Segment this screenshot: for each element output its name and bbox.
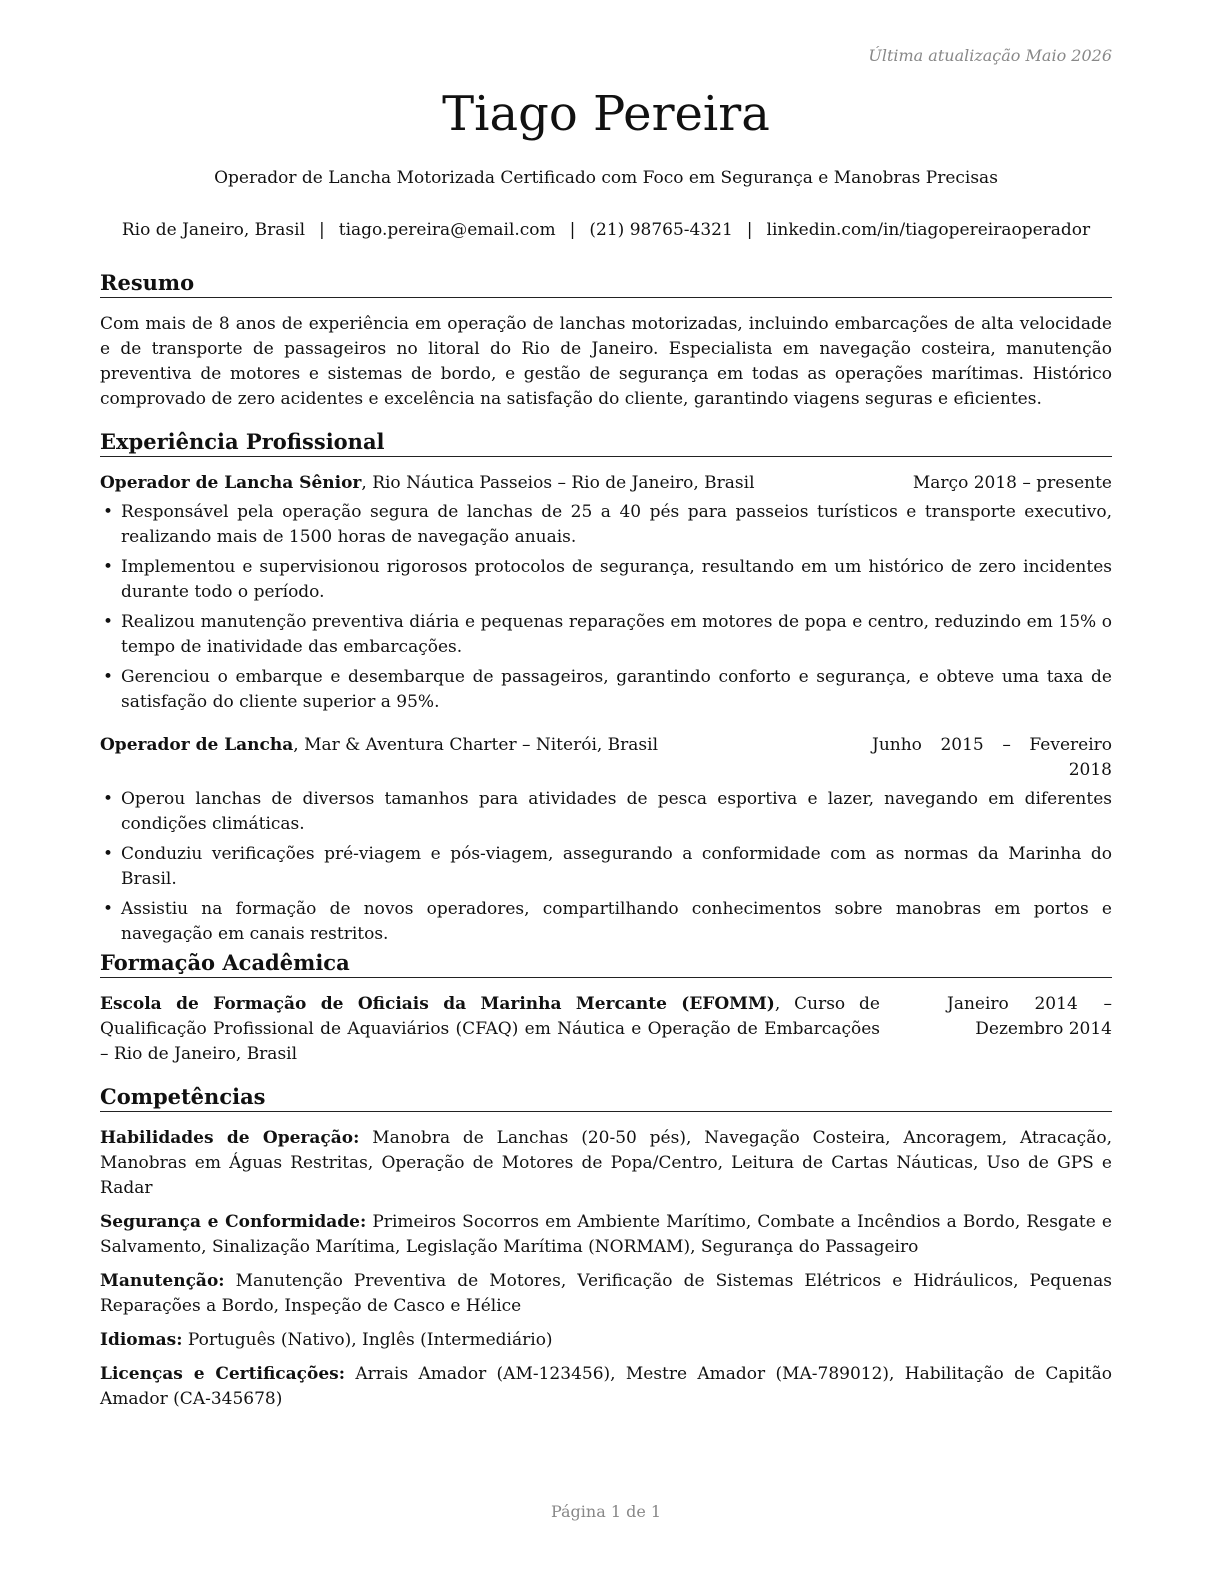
skill-item xyxy=(100,1362,1112,1412)
section-title-skills: Competências xyxy=(100,1084,1112,1112)
skill-item xyxy=(100,1126,1112,1201)
job-bullets xyxy=(100,500,1112,715)
skills-list xyxy=(100,1126,1112,1412)
job-dates: Março 2018 – presente xyxy=(912,473,1112,494)
bullet-text: Gerenciou o embarque e desembarque de passageiros, garantindo conforto e segurança, e obteve uma taxa de satisfação do cliente superior a 95%. xyxy=(121,667,1112,713)
job-role: Operador de Lancha xyxy=(100,735,294,756)
bullet-icon: • xyxy=(103,789,114,810)
summary-text: Com mais de 8 anos de experiência em operação de lanchas motorizadas, incluindo embarcações de alta velocidade e de transporte de passageiros no litoral do Rio de Janeiro. Especialista em navegação costeira, manutenção preventiva de motores e sistemas de bordo, e gestão de segurança em todas as operações marítimas. Histórico comprovado de zero acidentes e excelência na satisfação do cliente, garantindo viagens seguras e eficientes. xyxy=(100,314,1112,410)
list-item xyxy=(100,897,1112,947)
skill-text: Manobra de Lanchas (20-50 pés), Navegação Costeira, Ancoragem, Atracação, Manobras em Águas Restritas, Operação de Motores de Popa/Centro, Leitura de Cartas Náuticas, Uso de GPS e Radar xyxy=(100,1128,1112,1199)
summary-section xyxy=(100,270,1112,412)
resume-page xyxy=(100,0,1112,1584)
section-title-experience: Experiência Profissional xyxy=(100,429,1112,457)
job-entry xyxy=(100,733,1112,947)
contact-phone: (21) 98765-4321 xyxy=(589,220,733,240)
list-item xyxy=(100,500,1112,550)
skill-label: Manutenção: xyxy=(100,1271,225,1292)
job-bullets xyxy=(100,787,1112,947)
education-details: , Curso de Qualificação Profissional de Aquaviários (CFAQ) em Náutica e Operação de Embarcações – Rio de Janeiro, Brasil xyxy=(100,994,880,1065)
education-section xyxy=(100,950,1112,1067)
bullet-icon: • xyxy=(103,502,114,523)
tagline: Operador de Lancha Motorizada Certificado com Foco em Segurança e Manobras Precisas xyxy=(214,168,998,188)
skill-item xyxy=(100,1210,1112,1260)
job-header xyxy=(100,471,1112,496)
job-entry xyxy=(100,471,1112,715)
skills-section xyxy=(100,1084,1112,1421)
list-item xyxy=(100,665,1112,715)
job-company: , Mar & Aventura Charter – Niterói, Brasil xyxy=(293,735,659,756)
list-item xyxy=(100,842,1112,892)
skill-text: Primeiros Socorros em Ambiente Marítimo, Combate a Incêndios a Bordo, Resgate e Salvamento, Sinalização Marítima, Legislação Marítima (NORMAM), Segurança do Passageiro xyxy=(100,1212,1112,1258)
skill-label: Licenças e Certificações: xyxy=(100,1364,346,1385)
education-dates: Janeiro 2014 – Dezembro 2014 xyxy=(947,994,1112,1040)
education-entry xyxy=(100,992,1112,1067)
skill-text: Arrais Amador (AM-123456), Mestre Amador (MA-789012), Habilitação de Capitão Amador (CA-345678) xyxy=(100,1364,1112,1410)
job-dates: Junho 2015 – Fevereiro 2018 xyxy=(872,735,1112,781)
bullet-text: Conduziu verificações pré-viagem e pós-viagem, assegurando a conformidade com as normas da Marinha do Brasil. xyxy=(121,844,1112,890)
contact-separator: | xyxy=(319,220,325,240)
job-role: Operador de Lancha Sênior xyxy=(100,473,362,494)
bullet-icon: • xyxy=(103,899,114,920)
contact-separator: | xyxy=(746,220,753,240)
bullet-icon: • xyxy=(103,612,114,633)
section-title-summary: Resumo xyxy=(100,270,1112,298)
list-item xyxy=(100,787,1112,837)
bullet-icon: • xyxy=(103,844,114,865)
skill-item xyxy=(100,1328,1112,1353)
bullet-icon: • xyxy=(103,557,114,578)
skill-label: Segurança e Conformidade: xyxy=(100,1212,367,1233)
contact-email[interactable]: tiago.pereira@email.com xyxy=(338,220,556,240)
contact-separator: | xyxy=(569,220,576,240)
job-company: , Rio Náutica Passeios – Rio de Janeiro, Brasil xyxy=(361,473,755,494)
candidate-name: Tiago Pereira xyxy=(442,86,770,142)
bullet-icon: • xyxy=(103,667,114,688)
skill-item xyxy=(100,1269,1112,1319)
bullet-text: Operou lanchas de diversos tamanhos para atividades de pesca esportiva e lazer, navegando em diferentes condições climáticas. xyxy=(121,789,1112,835)
skill-label: Idiomas: xyxy=(100,1330,183,1351)
contact-line xyxy=(90,220,1122,240)
bullet-text: Assistiu na formação de novos operadores, compartilhando conhecimentos sobre manobras em portos e navegação em canais restritos. xyxy=(121,899,1112,945)
bullet-text: Responsável pela operação segura de lanchas de 25 a 40 pés para passeios turísticos e transporte executivo, realizando mais de 1500 horas de navegação anuais. xyxy=(121,502,1112,548)
section-title-education: Formação Acadêmica xyxy=(100,950,1112,978)
skill-label: Habilidades de Operação: xyxy=(100,1128,360,1149)
last-updated: Última atualização Maio 2026 xyxy=(868,46,1112,65)
contact-location: Rio de Janeiro, Brasil xyxy=(121,220,305,240)
job-header xyxy=(100,733,1112,783)
list-item xyxy=(100,610,1112,660)
skill-text: Português (Nativo), Inglês (Intermediário) xyxy=(182,1330,553,1351)
bullet-text: Implementou e supervisionou rigorosos protocolos de segurança, resultando em um histórico de zero incidentes durante todo o período. xyxy=(121,557,1112,603)
experience-section xyxy=(100,429,1112,952)
skill-text: Manutenção Preventiva de Motores, Verificação de Sistemas Elétricos e Hidráulicos, Pequenas Reparações a Bordo, Inspeção de Casco e Hélice xyxy=(100,1271,1112,1317)
education-institution: Escola de Formação de Oficiais da Marinha Mercante (EFOMM) xyxy=(100,994,775,1015)
page-number: Página 1 de 1 xyxy=(550,1502,662,1521)
contact-linkedin[interactable]: linkedin.com/in/tiagopereiraoperador xyxy=(766,220,1091,240)
bullet-text: Realizou manutenção preventiva diária e pequenas reparações em motores de popa e centro, reduzindo em 15% o tempo de inatividade das embarcações. xyxy=(121,612,1112,658)
list-item xyxy=(100,555,1112,605)
